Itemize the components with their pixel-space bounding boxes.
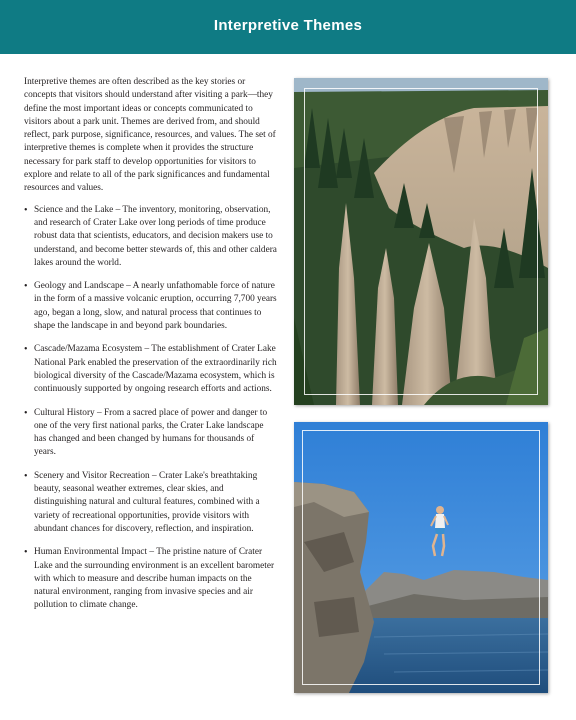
theme-item-science	[24, 204, 278, 270]
page-title: Interpretive Themes	[213, 17, 363, 34]
themes-list	[24, 204, 278, 613]
theme-text: Cultural History – From a sacred place of power and danger to one of the very first national parks, the Crater Lake landscape has changed and been changed by humans for thousands of years.	[34, 407, 268, 458]
theme-text: Human Environmental Impact – The pristine nature of Crater Lake and the surrounding environment is an excellent barometer with which to measure and describe human impacts on the natural environment, ranging from invasive species and air pollution to climate change.	[34, 547, 275, 611]
bullet: •	[24, 204, 28, 216]
theme-item-ecosystem	[24, 343, 278, 396]
theme-text: Cascade/Mazama Ecosystem – The establishment of Crater Lake National Park enabled the preservation of the extraordinarily rich biological diversity of the Cascade/Mazama ecosystem, which is continuously supported by ongoing research efforts and actions.	[34, 344, 277, 395]
cliff-jump-illustration	[294, 422, 548, 693]
theme-item-scenery	[24, 470, 278, 536]
pinnacles-photo	[294, 78, 548, 405]
bullet: •	[24, 407, 28, 419]
theme-item-geology	[24, 280, 278, 333]
bullet: •	[24, 547, 28, 559]
theme-item-human-impact	[24, 546, 278, 612]
bullet: •	[24, 470, 28, 482]
theme-text: Science and the Lake – The inventory, monitoring, observation, and research of Crater Lake over long periods of time produce robust data that scientists, educators, and decision makers use to understand, and become better stewards of, this and other caldera lakes around the world.	[34, 204, 277, 268]
intro-paragraph: Interpretive themes are often described as the key stories or concepts that visitors should understand after visiting a park—they define the most important ideas or concepts communicated to visitors about a park unit. Themes are derived from, and should reflect, park purpose, significance, resources, and values. The set of interpretive themes is complete when it provides the structure necessary for park staff to develop opportunities for visitors to explore and relate to all of the park significances and fundamental resources and values.	[24, 77, 276, 194]
bullet: •	[24, 281, 28, 293]
theme-item-cultural-history	[24, 407, 278, 460]
theme-text: Geology and Landscape – A nearly unfathomable force of nature in the form of a massive volcanic eruption, occurring 7,700 years ago, began a long, slow, and natural process that continues to shape the landscape in and beyond park boundaries.	[34, 281, 277, 332]
bullet: •	[24, 344, 28, 356]
cliff-jump-photo	[294, 422, 548, 693]
header-bar	[0, 0, 576, 54]
pinnacles-illustration	[294, 78, 548, 405]
text-column	[24, 76, 278, 623]
theme-text: Scenery and Visitor Recreation – Crater Lake's breathtaking beauty, seasonal weather extremes, clear skies, and distinguishing natural and cultural features, combined with a variety of recreational opportunities, provide visitors with abundant chances for discovery, reflection, and inspiration.	[34, 470, 260, 534]
